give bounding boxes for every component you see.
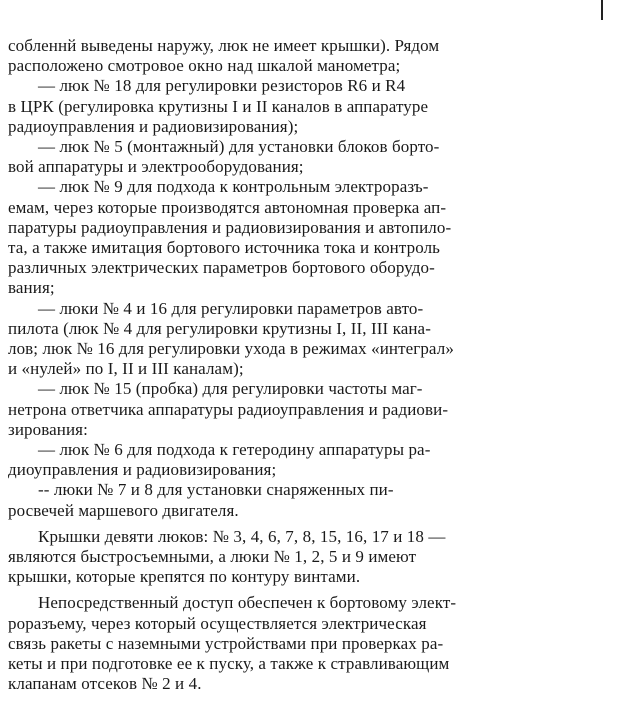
text-line-content: и «нулей» по I, II и III каналам); (8, 359, 244, 379)
text-line-content: вания; (8, 278, 55, 298)
text-line-content: — люк № 9 для подхода к контрольным электроразъ- (38, 177, 429, 197)
text-line-content: нетрона ответчика аппаратуры радиоуправления и радиови- (8, 399, 449, 419)
text-line (0, 379, 619, 399)
text-line-content: зирования: (8, 419, 88, 439)
text-line-content: в ЦРК (регулировка крутизны I и II каналов в аппаратуре (8, 96, 429, 116)
text-line-content: росвечей маршевого двигателя. (8, 500, 239, 520)
text-line-content: диоуправления и радиовизирования; (8, 460, 277, 480)
text-line-content: та, а также имитация бортового источника тока и контроль (8, 238, 441, 257)
text-line (0, 440, 619, 460)
text-line-content: — люки № 4 и 16 для регулировки параметров авто- (38, 298, 424, 318)
text-line-content: емам, через которые производятся автономная проверка ап- (8, 197, 447, 217)
text-line-content: — люк № 5 (монтажный) для установки блоков борто- (38, 137, 440, 156)
text-line (0, 218, 619, 238)
text-line (0, 460, 619, 480)
text-line-content: являются быстросъемными, а люки № 1, 2, 5 и 9 имеют (8, 547, 417, 566)
text-line-content: радиоуправления и радиовизирования); (8, 116, 299, 136)
text-line-content: — люк № 15 (пробка) для регулировки частоты маг- (38, 379, 423, 399)
text-line-content: паратуры радиоуправления и радиовизирования и автопило- (8, 217, 452, 237)
text-line (0, 97, 619, 117)
text-line (0, 258, 619, 278)
text-line (0, 117, 619, 137)
text-line-content: собленнй выведены наружу, люк не имеет крышки). Рядом (8, 36, 440, 55)
text-line (0, 319, 619, 339)
text-line (0, 567, 619, 587)
text-line (0, 157, 619, 177)
text-line (0, 501, 619, 521)
text-line (0, 299, 619, 319)
text-line (0, 56, 619, 76)
text-line-content: — люк № 6 для подхода к гетеродину аппаратуры ра- (38, 440, 431, 459)
text-line (0, 420, 619, 440)
text-line (0, 76, 619, 96)
text-line-content: вой аппаратуры и электрооборудования; (8, 157, 304, 177)
text-line (0, 177, 619, 197)
text-line-content: различных электрических параметров бортового оборудо- (8, 258, 435, 278)
text-line-content: лов; люк № 16 для регулировки ухода в режимах «интеграл» (8, 339, 454, 358)
text-line (0, 634, 619, 654)
text-line (0, 198, 619, 218)
text-line (0, 278, 619, 298)
text-line-content: пилота (люк № 4 для регулировки крутизны I, II, III кана- (8, 318, 431, 338)
text-line (0, 593, 619, 613)
text-line-content: связь ракеты с наземными устройствами при проверках ра- (8, 633, 444, 653)
text-line-content: Крышки девяти люков: № 3, 4, 6, 7, 8, 15, 16, 17 и 18 — (38, 526, 446, 546)
text-line (0, 527, 619, 547)
text-line (0, 480, 619, 500)
text-line (0, 674, 619, 694)
text-line-content: крышки, которые крепятся по контуру винтами. (8, 567, 361, 587)
text-line (0, 238, 619, 258)
text-line-content: — люк № 18 для регулировки резисторов R6 и R4 (38, 76, 406, 96)
text-line (0, 36, 619, 56)
text-line-content: расположено смотровое окно над шкалой манометра; (8, 56, 401, 76)
text-line (0, 400, 619, 420)
text-line-content: Непосредственный доступ обеспечен к бортовому элект- (38, 593, 457, 613)
text-line (0, 614, 619, 634)
text-line-content: -- люки № 7 и 8 для установки снаряженных пи- (38, 480, 394, 500)
text-line-content: кеты и при подготовке ее к пуску, а также к стравливающим (8, 654, 450, 673)
text-line (0, 547, 619, 567)
text-line (0, 359, 619, 379)
text-line (0, 137, 619, 157)
text-line (0, 339, 619, 359)
page-edge-mark (601, 0, 603, 20)
text-line-content: роразъему, через который осуществляется электрическая (8, 613, 427, 633)
text-line-content: клапанам отсеков № 2 и 4. (8, 674, 202, 694)
text-line (0, 654, 619, 674)
